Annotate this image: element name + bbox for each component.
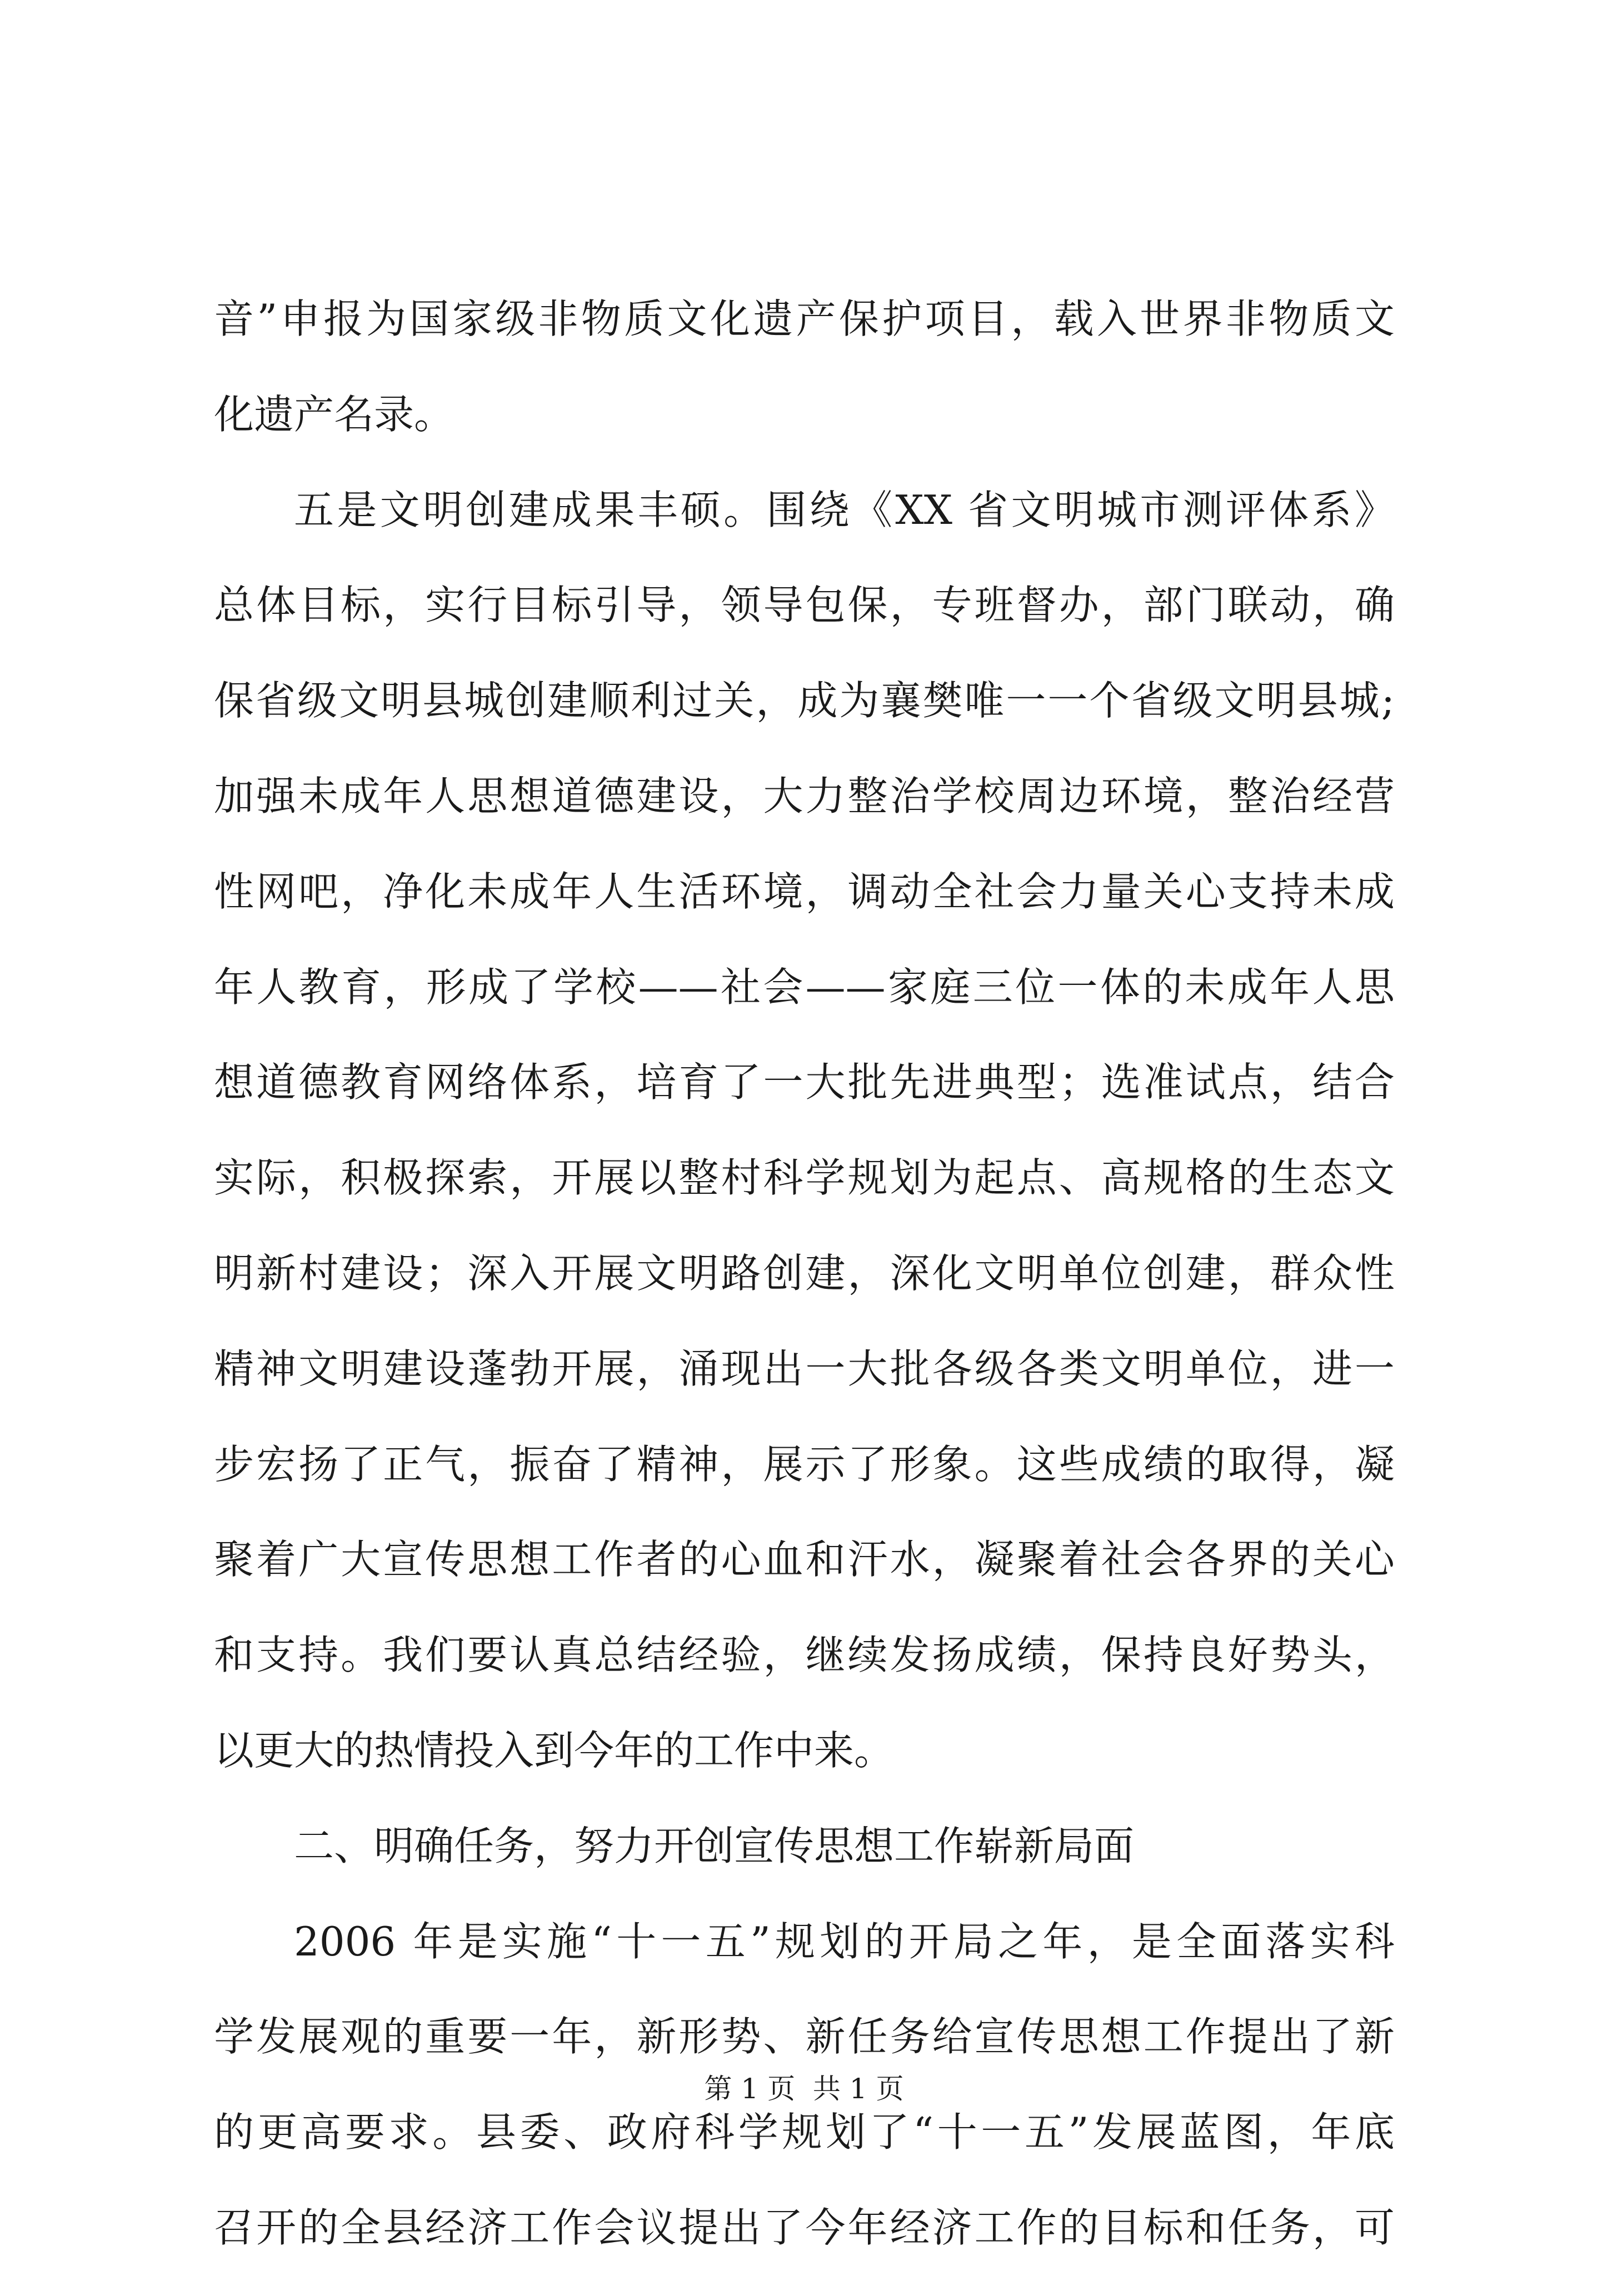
text-line: 的更高要求。县委、政府科学规划了“十一五”发展蓝图，年底: [214, 2109, 1395, 2156]
text-line: 保省级文明县城创建顺利过关，成为襄樊唯一一个省级文明县城;: [214, 677, 1395, 724]
text-line: 五是文明创建成果丰硕。围绕《XX 省文明城市测评体系》: [294, 486, 1395, 533]
body-text: [214, 292, 1395, 2296]
text-line: 想道德教育网络体系，培育了一大批先进典型；选准试点，结合: [214, 1059, 1395, 1106]
text-line: 化遗产名录。: [214, 391, 455, 438]
text-line: 性网吧，净化未成年人生活环境，调动全社会力量关心支持未成: [214, 868, 1395, 915]
text-line: 总体目标，实行目标引导，领导包保，专班督办，部门联动，确: [214, 582, 1395, 629]
text-line: 步宏扬了正气，振奋了精神，展示了形象。这些成绩的取得，凝: [214, 1440, 1395, 1488]
text-line: 实际，积极探索，开展以整村科学规划为起点、高规格的生态文: [214, 1154, 1395, 1202]
text-line: 学发展观的重要一年，新形势、新任务给宣传思想工作提出了新: [214, 2013, 1395, 2060]
text-line: 和支持。我们要认真总结经验，继续发扬成绩，保持良好势头，: [214, 1632, 1395, 1679]
text-line: 精神文明建设蓬勃开展，涌现出一大批各级各类文明单位，进一: [214, 1345, 1395, 1392]
text-line: 加强未成年人思想道德建设，大力整治学校周边环境，整治经营: [214, 772, 1395, 819]
text-line: 以更大的热情投入到今年的工作中来。: [214, 1727, 895, 1774]
text-line: 音”申报为国家级非物质文化遗产保护项目，载入世界非物质文: [214, 296, 1395, 342]
text-line: 聚着广大宣传思想工作者的心血和汗水，凝聚着社会各界的关心: [214, 1536, 1395, 1583]
text-line: 召开的全县经济工作会议提出了今年经济工作的目标和任务，可: [214, 2204, 1395, 2251]
text-line: 2006 年是实施“十一五”规划的开局之年，是全面落实科: [294, 1918, 1395, 1965]
page-footer: [0, 2069, 1608, 2108]
page-number: 第 1 页 共 1 页: [704, 2073, 904, 2105]
text-line: 明新村建设；深入开展文明路创建，深化文明单位创建，群众性: [214, 1249, 1395, 1297]
text-line: 年人教育，形成了学校——社会——家庭三位一体的未成年人思: [214, 963, 1395, 1011]
text-line: 二、明确任务，努力开创宣传思想工作崭新局面: [294, 1822, 1135, 1869]
